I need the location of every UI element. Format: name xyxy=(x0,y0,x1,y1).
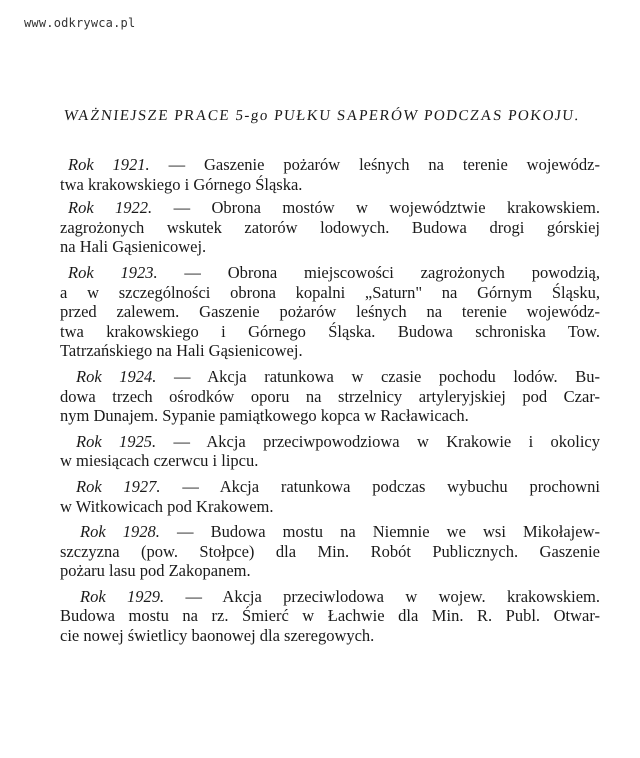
entry-first-line xyxy=(60,263,600,283)
entry-text: — Akcja przeciwpowodziowa w Krakowie i okolicy xyxy=(156,431,600,451)
entry-first-line xyxy=(60,432,600,452)
entry-year: Rok 1929. xyxy=(80,586,165,606)
entry-line: pożaru lasu pod Zakopanem. xyxy=(60,561,251,581)
entry-text: — Obrona mostów w województwie krakowskiem. xyxy=(152,198,600,218)
entry-year: Rok 1927. xyxy=(76,476,161,496)
entry-year: Rok 1923. xyxy=(68,262,158,282)
entry-first-line xyxy=(60,477,600,497)
entry-text: — Obrona miejscowości zagrożonych powodzią, xyxy=(157,262,600,282)
entry-line: zagrożonych wskutek zatorów lodowych. Budowa drogi górskiej xyxy=(60,217,600,237)
document-page xyxy=(60,108,600,650)
year-entry xyxy=(60,477,600,516)
entry-line: dowa trzech ośrodków oporu na strzelnicy artyleryjskiej pod Czar- xyxy=(60,386,600,406)
year-entry xyxy=(60,367,600,426)
entry-text: — Gaszenie pożarów leśnych na terenie wojewódz- xyxy=(149,155,600,174)
entry-line: a w szczególności obrona kopalni „Saturn" na Górnym Śląsku, xyxy=(60,282,600,302)
year-entry xyxy=(60,522,600,581)
entry-line: nym Dunajem. Sypanie pamiątkowego kopca w Racławicach. xyxy=(60,406,469,426)
entry-first-line xyxy=(60,587,600,607)
entry-line: Budowa mostu na rz. Śmierć w Łachwie dla Min. R. Publ. Otwar- xyxy=(60,606,600,626)
entry-line: w Witkowicach pod Krakowem. xyxy=(60,496,274,516)
entry-line: na Hali Gąsienicowej. xyxy=(60,237,207,257)
entry-text: — Budowa mostu na Niemnie we wsi Mikołajew- xyxy=(159,522,600,542)
entry-year: Rok 1925. xyxy=(76,431,157,451)
entry-text: — Akcja ratunkowa podczas wybuchu prochowni xyxy=(160,476,601,496)
entry-line: cie nowej świetlicy baonowej dla szeregowych. xyxy=(60,626,375,646)
entry-line: twa krakowskiego i Górnego Śląska. Budowa schroniska Tow. xyxy=(60,321,600,341)
year-entry xyxy=(60,198,600,257)
year-entry xyxy=(60,432,600,471)
entry-line: Tatrzańskiego na Hali Gąsienicowej. xyxy=(60,341,303,361)
entry-first-line xyxy=(60,155,600,175)
entry-year: Rok 1924. xyxy=(76,366,157,386)
entry-year: Rok 1928. xyxy=(80,522,160,542)
year-entry xyxy=(60,587,600,646)
entry-year: Rok 1921. xyxy=(68,155,150,174)
entry-text: — Akcja ratunkowa w czasie pochodu lodów. Bu- xyxy=(156,366,600,386)
entry-year: Rok 1922. xyxy=(68,198,153,218)
entry-first-line xyxy=(60,522,600,542)
year-entry xyxy=(60,263,600,361)
entry-line: szczyzna (pow. Stołpce) dla Min. Robót Publicznych. Gaszenie xyxy=(60,541,600,561)
entry-line: w miesiącach czerwcu i lipcu. xyxy=(60,451,259,471)
entry-line: twa krakowskiego i Górnego Śląska. xyxy=(60,174,303,194)
year-entry xyxy=(60,155,600,194)
entry-first-line xyxy=(60,198,600,218)
entry-text: — Akcja przeciwlodowa w wojew. krakowskiem. xyxy=(164,586,600,606)
entries-list xyxy=(60,155,600,646)
entry-first-line xyxy=(60,367,600,387)
watermark-text: www.odkrywca.pl xyxy=(24,16,136,30)
page-heading: WAŻNIEJSZE PRACE 5-go PUŁKU SAPERÓW PODCZAS POKOJU. xyxy=(63,108,581,124)
entry-line: przed zalewem. Gaszenie pożarów leśnych na terenie wojewódz- xyxy=(60,302,600,322)
